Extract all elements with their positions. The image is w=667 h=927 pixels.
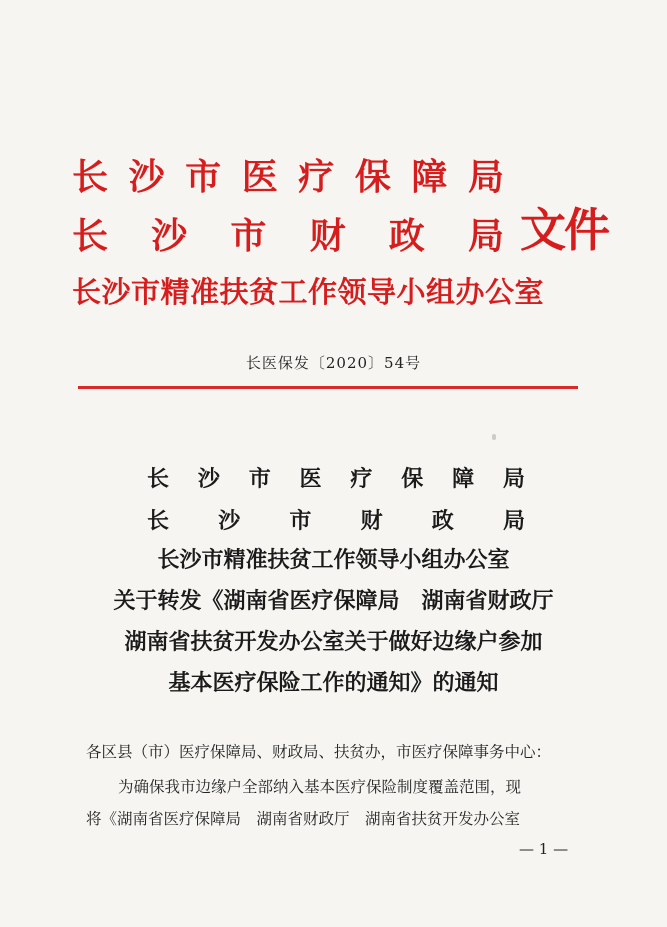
masthead-char: 沙: [151, 215, 188, 257]
title-char: 市: [289, 508, 312, 534]
body-paragraph-line: 将《湖南省医疗保障局 湖南省财政厅 湖南省扶贫开发办公室: [86, 810, 521, 828]
red-divider-rule: [78, 386, 578, 389]
title-line-4: 关于转发《湖南省医疗保障局 湖南省财政厅: [113, 588, 554, 614]
title-char: 局: [502, 466, 525, 492]
masthead-document-suffix: 文件: [520, 203, 608, 257]
title-char: 保: [401, 466, 424, 492]
title-line-5: 湖南省扶贫开发办公室关于做好边缘户参加: [124, 629, 543, 655]
scan-speck: [492, 434, 496, 440]
title-char: 长: [147, 508, 170, 534]
page-number: — 1 —: [519, 840, 569, 858]
masthead-char: 局: [467, 215, 504, 257]
salutation: 各区县（市）医疗保障局、财政局、扶贫办，市医疗保障事务中心：: [86, 743, 552, 761]
title-char: 障: [452, 466, 475, 492]
masthead-char: 长: [72, 156, 109, 198]
title-char: 沙: [197, 466, 220, 492]
masthead-org-poverty-office: 长沙市精准扶贫工作领导小组办公室: [72, 275, 545, 309]
masthead-char: 财: [309, 215, 346, 257]
masthead-char: 市: [230, 215, 267, 257]
masthead-org-finance: [72, 209, 504, 263]
title-char: 疗: [350, 466, 373, 492]
document-number: 长医保发〔2020〕54号: [245, 354, 422, 372]
title-line-medical-security: [147, 462, 525, 496]
masthead-char: 疗: [298, 156, 335, 198]
masthead-char: 医: [241, 156, 278, 198]
title-char: 医: [299, 466, 322, 492]
title-char: 市: [248, 466, 271, 492]
title-char: 长: [147, 466, 170, 492]
masthead-org-medical-security: [72, 150, 504, 204]
masthead-char: 障: [411, 156, 448, 198]
title-line-6: 基本医疗保险工作的通知》的通知: [168, 670, 499, 696]
title-char: 政: [431, 508, 454, 534]
body-paragraph-line: 为确保我市边缘户全部纳入基本医疗保险制度覆盖范围，现: [118, 778, 522, 796]
masthead-char: 沙: [128, 156, 165, 198]
masthead-char: 政: [388, 215, 425, 257]
title-line-poverty-office: 长沙市精准扶贫工作领导小组办公室: [157, 547, 510, 573]
title-char: 局: [502, 508, 525, 534]
masthead-char: 长: [72, 215, 109, 257]
masthead-char: 保: [354, 156, 391, 198]
title-char: 财: [360, 508, 383, 534]
masthead-char: 局: [467, 156, 504, 198]
title-char: 沙: [218, 508, 241, 534]
masthead-char: 市: [185, 156, 222, 198]
title-line-finance: [147, 504, 525, 538]
